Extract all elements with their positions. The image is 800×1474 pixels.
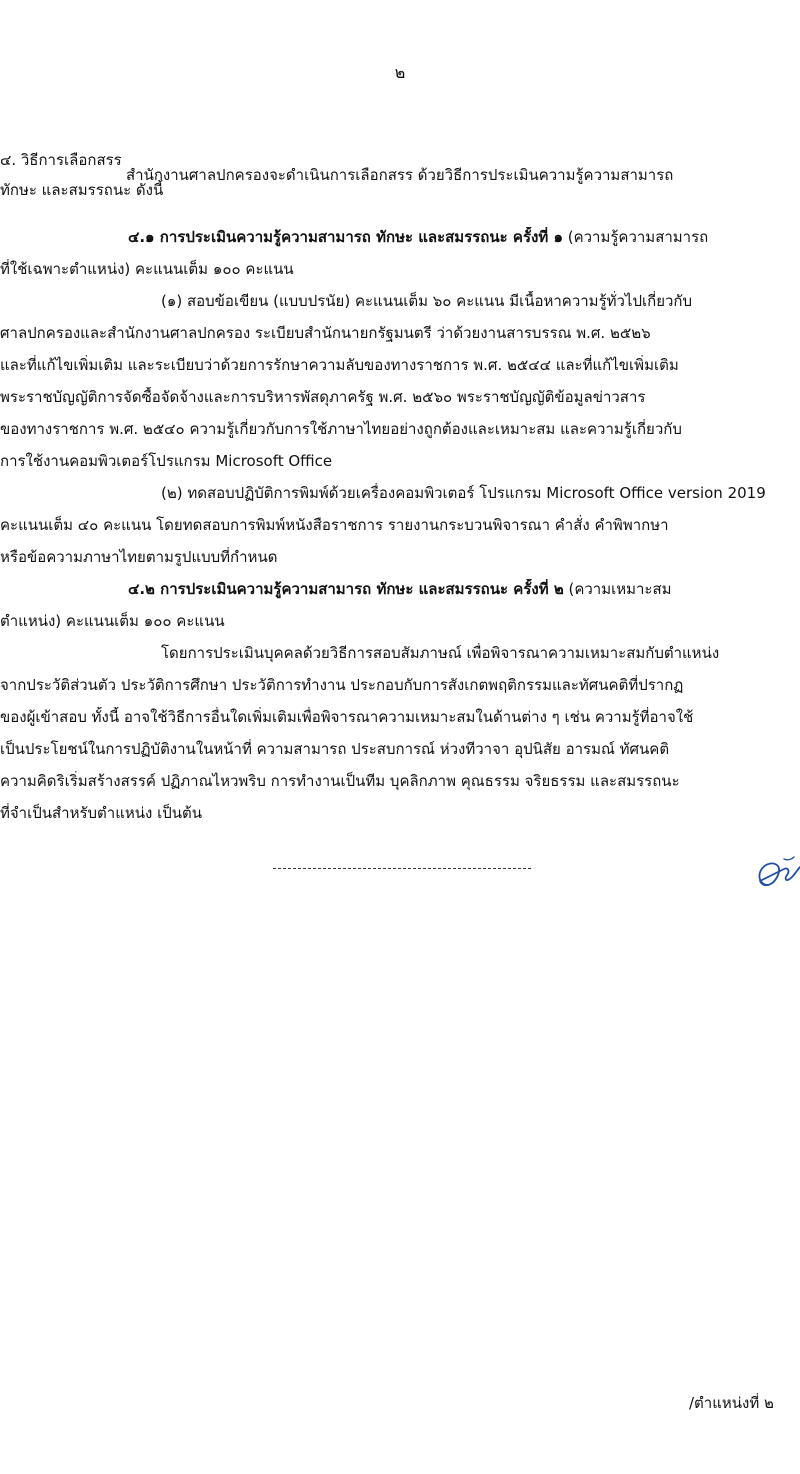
sub2-body-line: เป็นประโยชน์ในการปฏิบัติงานในหน้าที่ ความสามารถ ประสบการณ์ ห่วงทีวาจา อุปนิสัย อารมณ์ ทัศนคติ [0, 740, 670, 758]
sub1-item1-line: การใช้งานคอมพิวเตอร์โปรแกรม Microsoft Office [0, 452, 333, 470]
sub1-item1-line: ของทางราชการ พ.ศ. ๒๕๔๐ ความรู้เกี่ยวกับการใช้ภาษาไทยอย่างถูกต้องและเหมาะสม และความรู้เกี่ยวกับ [0, 420, 682, 438]
sub1-item2-line: หรือข้อความภาษาไทยตามรูปแบบที่กำหนด [0, 548, 278, 566]
sub2-body-line: จากประวัติส่วนตัว ประวัติการศึกษา ประวัติการทำงาน ประกอบกับการสังเกตพฤติกรรมและทัศนคติที่ปรากฏ [0, 676, 684, 694]
sub2-title [0, 579, 800, 599]
sub1-title-bold: ๔.๑ การประเมินความรู้ความสามารถ ทักษะ และสมรรถนะ ครั้งที่ ๑ [128, 228, 563, 246]
page-continuation: /ตำแหน่งที่ ๒ [689, 1394, 774, 1412]
sub2-body-line: โดยการประเมินบุคคลด้วยวิธีการสอบสัมภาษณ์ เพื่อพิจารณาความเหมาะสมกับตำแหน่ง [161, 644, 720, 662]
section-heading: ๔. วิธีการเลือกสรร [0, 151, 122, 169]
sub1-item1-line: ศาลปกครองและสำนักงานศาลปกครอง ระเบียบสำนักนายกรัฐมนตรี ว่าด้วยงานสารบรรณ พ.ศ. ๒๕๒๖ [0, 324, 651, 342]
sub1-title-line2: ที่ใช้เฉพาะตำแหน่ง) คะแนนเต็ม ๑๐๐ คะแนน [0, 260, 294, 278]
sub2-title-rest: (ความเหมาะสม [563, 580, 672, 598]
sub1-title-rest: (ความรู้ความสามารถ [562, 228, 709, 246]
end-divider [273, 868, 531, 869]
sub2-body-line: ความคิดริเริ่มสร้างสรรค์ ปฏิภาณไหวพริบ การทำงานเป็นทีม บุคลิกภาพ คุณธรรม จริยธรรม และสมรรถนะ [0, 772, 680, 790]
signature [754, 855, 800, 897]
sub1-title [0, 227, 800, 247]
page-number: ๒ [394, 63, 406, 82]
sub2-title-bold: ๔.๒ การประเมินความรู้ความสามารถ ทักษะ และสมรรถนะ ครั้งที่ ๒ [128, 580, 564, 598]
sub1-item1-line: พระราชบัญญัติการจัดซื้อจัดจ้างและการบริหารพัสดุภาครัฐ พ.ศ. ๒๕๖๐ พระราชบัญญัติข้อมูลข่าวสาร [0, 388, 646, 406]
sub2-title-line2: ตำแหน่ง) คะแนนเต็ม ๑๐๐ คะแนน [0, 612, 225, 630]
intro-line: สำนักงานศาลปกครองจะดำเนินการเลือกสรร ด้วยวิธีการประเมินความรู้ความสามารถ [126, 166, 674, 184]
sub1-item1-line: (๑) สอบข้อเขียน (แบบปรนัย) คะแนนเต็ม ๖๐ คะแนน มีเนื้อหาความรู้ทั่วไปเกี่ยวกับ [161, 292, 693, 310]
intro-line: ทักษะ และสมรรถนะ ดังนี้ [0, 181, 164, 199]
sub2-body-line: ที่จำเป็นสำหรับตำแหน่ง เป็นต้น [0, 804, 203, 822]
sub2-body-line: ของผู้เข้าสอบ ทั้งนี้ อาจใช้วิธีการอื่นใดเพิ่มเติมเพื่อพิจารณาความเหมาะสมในด้านต่าง ๆ เช่น ความรู้ที่อาจใช้ [0, 708, 694, 726]
sub1-item2-line: (๒) ทดสอบปฏิบัติการพิมพ์ด้วยเครื่องคอมพิวเตอร์ โปรแกรม Microsoft Office version 2019 [161, 484, 766, 502]
sub1-item2-line: คะแนนเต็ม ๔๐ คะแนน โดยทดสอบการพิมพ์หนังสือราชการ รายงานกระบวนพิจารณา คำสั่ง คำพิพากษา [0, 516, 669, 534]
sub1-item1-line: และที่แก้ไขเพิ่มเติม และระเบียบว่าด้วยการรักษาความลับของทางราชการ พ.ศ. ๒๕๔๔ และที่แก้ไขเพิ่มเติม [0, 356, 679, 374]
